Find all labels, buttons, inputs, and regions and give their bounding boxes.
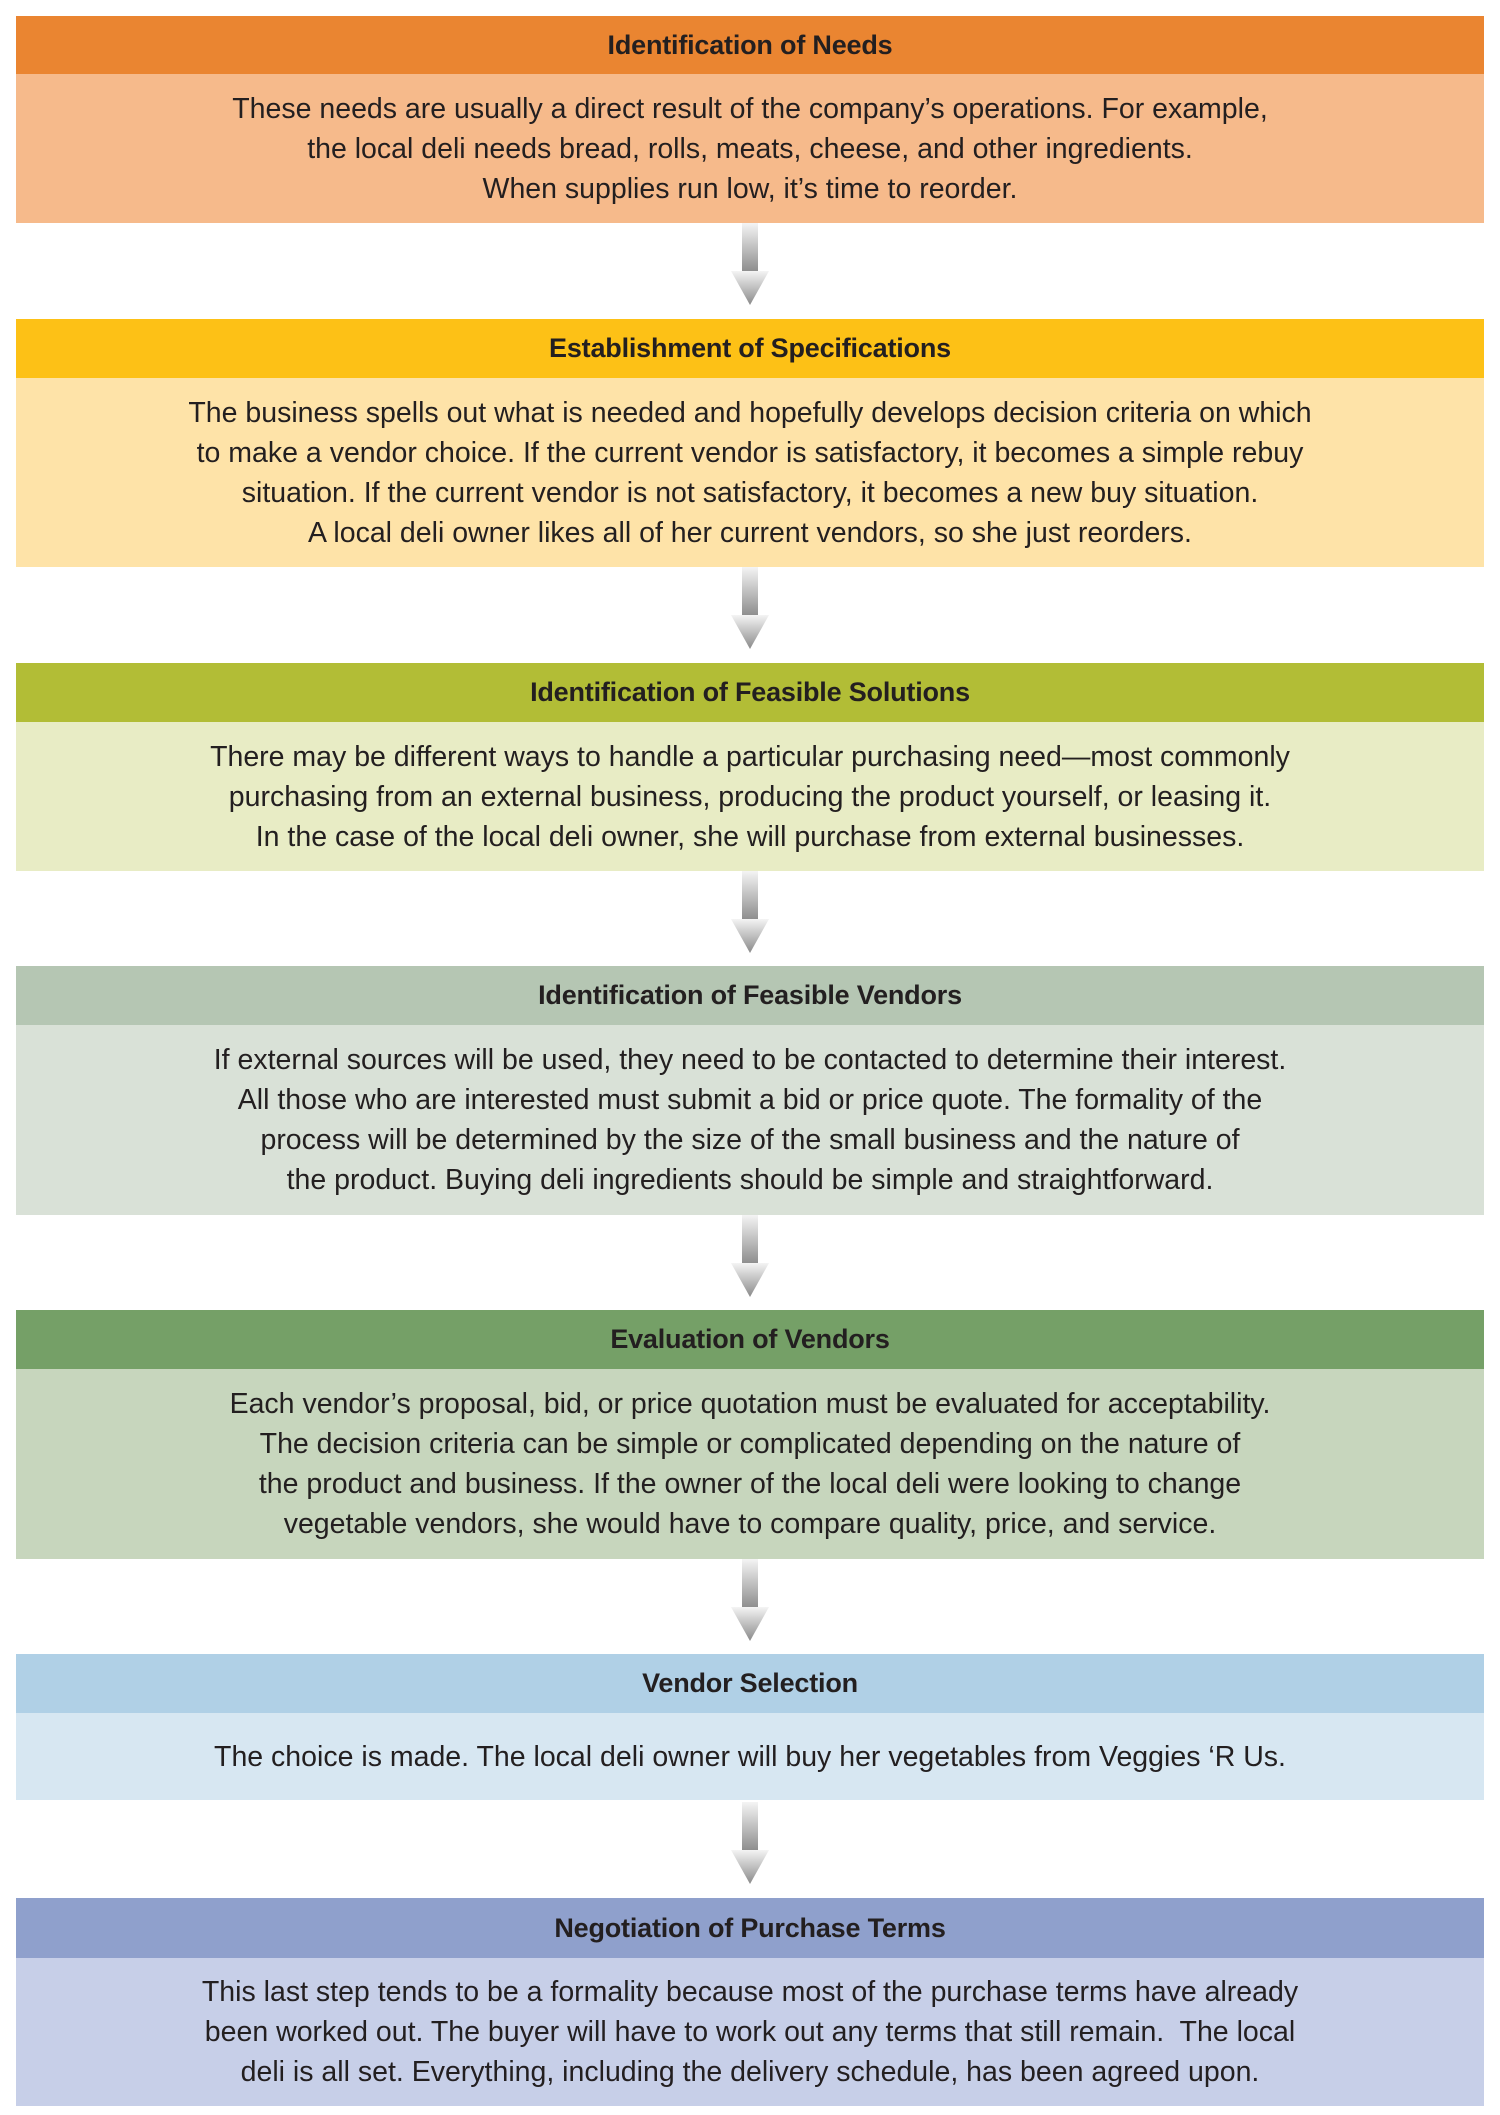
step-text-line: A local deli owner likes all of her current vendors, so she just reorders. [308,516,1192,549]
step-text-line: deli is all set. Everything, including the delivery schedule, has been agreed upon. [240,2056,1260,2088]
step-header [16,1898,1484,1958]
step-text-line: been worked out. The buyer will have to work out any terms that still remain. The local [204,2016,1296,2048]
step-negotiation-of-purchase-terms [16,1898,1484,2106]
step-body [16,1713,1484,1800]
step-body [16,1025,1484,1215]
step-title: Establishment of Specifications [549,333,951,363]
step-text-line: In the case of the local deli owner, she will purchase from external businesses. [255,820,1245,853]
step-body [16,378,1484,567]
step-text-line: process will be determined by the size of the small business and the nature of [260,1124,1240,1156]
step-title: Vendor Selection [642,1668,858,1698]
step-body [16,1958,1484,2106]
step-header [16,663,1484,722]
step-body [16,74,1484,223]
step-establishment-of-specifications [16,319,1484,567]
arrow-down-icon [730,567,770,649]
arrow-down-icon [730,1215,770,1297]
step-text-line: If external sources will be used, they need to be contacted to determine their interest. [213,1044,1287,1076]
step-header [16,1310,1484,1369]
step-header [16,319,1484,378]
step-text-line: the local deli needs bread, rolls, meats, cheese, and other ingredients. [307,132,1193,165]
step-vendor-selection [16,1654,1484,1800]
step-text-line: This last step tends to be a formality because most of the purchase terms have already [201,1976,1299,2008]
step-header [16,16,1484,74]
step-text-line: When supplies run low, it’s time to reorder. [482,172,1018,205]
step-body [16,722,1484,871]
step-text-line: purchasing from an external business, producing the product yourself, or leasing it. [228,780,1272,813]
step-text-line: There may be different ways to handle a particular purchasing need—most commonly [210,740,1290,773]
step-text-line: The business spells out what is needed and hopefully develops decision criteria on which [188,396,1312,429]
step-body [16,1369,1484,1559]
step-text-line: situation. If the current vendor is not satisfactory, it becomes a new buy situation. [241,476,1259,509]
arrow-down-icon [730,1559,770,1641]
step-title: Evaluation of Vendors [610,1324,890,1354]
step-text-line: vegetable vendors, she would have to compare quality, price, and service. [283,1508,1217,1540]
step-text-line: All those who are interested must submit a bid or price quote. The formality of the [237,1084,1263,1116]
step-text-line: the product. Buying deli ingredients should be simple and straightforward. [286,1164,1214,1196]
step-text-line: The decision criteria can be simple or complicated depending on the nature of [259,1428,1241,1460]
arrow-down-icon [730,223,770,305]
step-title: Identification of Feasible Vendors [538,980,962,1010]
step-title: Identification of Needs [607,29,893,60]
step-text-line: Each vendor’s proposal, bid, or price quotation must be evaluated for acceptability. [229,1388,1271,1420]
step-title: Negotiation of Purchase Terms [554,1912,946,1943]
step-header [16,1654,1484,1713]
step-text-line: to make a vendor choice. If the current vendor is satisfactory, it becomes a simple rebuy [196,436,1304,469]
arrow-down-icon [730,1802,770,1884]
step-text-line: the product and business. If the owner of the local deli were looking to change [258,1468,1242,1500]
step-evaluation-of-vendors [16,1310,1484,1559]
step-text-line: These needs are usually a direct result of the company’s operations. For example, [232,92,1268,125]
step-header [16,966,1484,1025]
step-identification-of-feasible-solutions [16,663,1484,871]
step-identification-of-feasible-vendors [16,966,1484,1215]
step-title: Identification of Feasible Solutions [530,677,970,707]
step-text-line: The choice is made. The local deli owner will buy her vegetables from Veggies ‘R Us. [214,1740,1286,1773]
arrow-down-icon [730,871,770,953]
step-identification-of-needs [16,16,1484,223]
